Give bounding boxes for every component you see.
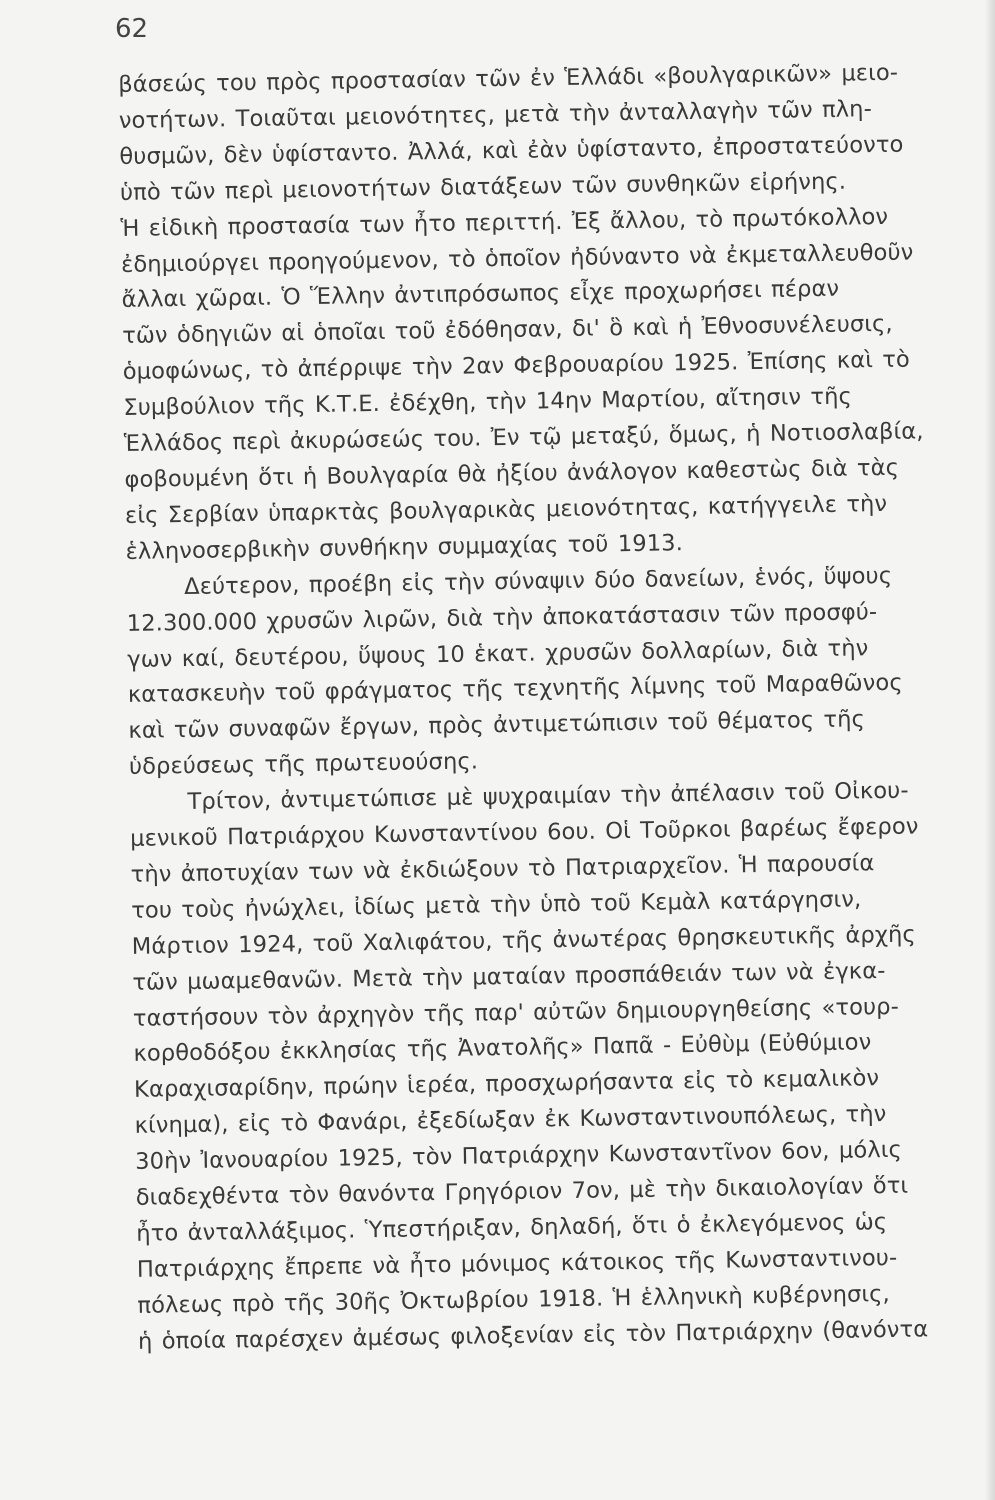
- text-line: Δεύτερον, προέβη εἰς τὴν σύναψιν δύο δανείων, ἑνός, ὕψους: [183, 562, 893, 600]
- text-line: ταστήσουν τὸν ἀρχηγὸν τῆς παρ' αὐτῶν δημιουργηθείσης «τουρ-: [132, 993, 900, 1032]
- text-line: νοτήτων. Τοιαῦται μειονότητες, μετὰ τὴν ἀνταλλαγὴν τῶν πλη-: [118, 96, 873, 134]
- text-line: Ἡ εἰδικὴ προστασία των ἦτο περιττή. Ἐξ ἄλλου, τὸ πρωτόκολλον: [120, 203, 889, 242]
- text-line: ἄλλαι χῶραι. Ὁ Ἕλλην ἀντιπρόσωπος εἶχε προχωρήσει πέραν: [121, 276, 840, 314]
- text-line: βάσεώς του πρὸς προστασίαν τῶν ἐν Ἑλλάδι «βουλγαρικῶν» μειο-: [118, 59, 899, 98]
- text-line: κατασκευὴν τοῦ φράγματος τῆς τεχνητῆς λίμνης τοῦ Μαραθῶνος: [127, 670, 903, 709]
- page-number: 62: [115, 14, 149, 44]
- text-line: 30ὴν Ἰανουαρίου 1925, τὸν Πατριάρχην Κωνσταντῖνον 6ον, μόλις: [134, 1137, 903, 1176]
- text-line: ἐδημιούργει προηγούμενον, τὸ ὁποῖον ἠδύναντο νὰ ἐκμεταλλευθοῦν: [120, 239, 914, 278]
- text-line: φοβουμένη ὅτι ἡ Βουλγαρία θὰ ἠξίου ἀνάλογον καθεστὼς διὰ τὰς: [124, 454, 900, 493]
- text-line: του τοὺς ἠνώχλει, ἰδίως μετὰ τὴν ὑπὸ τοῦ Κεμὰλ κατάργησιν,: [131, 886, 862, 924]
- text-line: ὁμοφώνως, τὸ ἀπέρριψε τὴν 2αν Φεβρουαρίου 1925. Ἐπίσης καὶ τὸ: [122, 346, 911, 386]
- text-line: γων καί, δευτέρου, ὕψους 10 ἑκατ. χρυσῶν δολλαρίων, διὰ τὴν: [127, 634, 869, 673]
- text-line: κίνημα), εἰς τὸ Φανάρι, ἐξεδίωξαν ἐκ Κωνσταντινουπόλεως, τὴν: [134, 1101, 887, 1140]
- text-line: Μάρτιον 1924, τοῦ Χαλιφάτου, τῆς ἀνωτέρας θρησκευτικῆς ἀρχῆς: [131, 921, 917, 960]
- text-line: ὑπὸ τῶν περὶ μειονοτήτων διατάξεων τῶν συνθηκῶν εἰρήνης.: [119, 168, 847, 206]
- text-line: τῶν ὁδηγιῶν αἱ ὁποῖαι τοῦ ἐδόθησαν, δι' ὃ καὶ ἡ Ἐθνοσυνέλευσις,: [122, 311, 893, 350]
- text-line: πόλεως πρὸ τῆς 30ῆς Ὀκτωβρίου 1918. Ἡ ἑλληνικὴ κυβέρνησις,: [137, 1280, 891, 1319]
- text-line: καὶ τῶν συναφῶν ἔργων, πρὸς ἀντιμετώπισιν τοῦ θέματος τῆς: [128, 706, 866, 745]
- text-line: Πατριάρχης ἔπρεπε νὰ ἦτο μόνιμος κάτοικος τῆς Κωνσταντινου-: [136, 1244, 898, 1283]
- text-line: κορθοδόξου ἐκκλησίας τῆς Ἀνατολῆς» Παπᾶ - Εὐθὺμ (Εὐθύμιον: [133, 1029, 872, 1068]
- text-line: εἰς Σερβίαν ὑπαρκτὰς βουλγαρικὰς μειονότητας, κατήγγειλε τὴν: [124, 490, 888, 529]
- text-line: θυσμῶν, δὲν ὑφίσταντο. Ἀλλά, καὶ ἐὰν ὑφίσταντο, ἐπροστατεύοντο: [119, 131, 904, 170]
- text-line: Συμβούλιον τῆς Κ.Τ.Ε. ἐδέχθη, τὴν 14ην Μαρτίου, αἴτησιν τῆς: [123, 383, 853, 422]
- text-line: 12.300.000 χρυσῶν λιρῶν, διὰ τὴν ἀποκατάστασιν τῶν προσφύ-: [126, 598, 878, 637]
- text-line: ἦτο ἀνταλλάξιμος. Ὑπεστήριξαν, δηλαδή, ὅτι ὁ ἐκλεγόμενος ὡς: [136, 1209, 888, 1247]
- text-line: ὑδρεύσεως τῆς πρωτευούσης.: [128, 748, 479, 781]
- text-line: ἡ ὁποία παρέσχεν ἀμέσως φιλοξενίαν εἰς τὸν Πατριάρχην (θανόντα: [137, 1316, 929, 1355]
- text-line: ἑλληνοσερβικὴν συνθήκην συμμαχίας τοῦ 1913.: [125, 529, 684, 565]
- text-line: Ἑλλάδος περὶ ἀκυρώσεώς του. Ἐν τῷ μεταξύ, ὅμως, ἡ Νοτιοσλαβία,: [123, 418, 924, 458]
- text-line: Τρίτον, ἀντιμετώπισε μὲ ψυχραιμίαν τὴν ἀπέλασιν τοῦ Οἰκου-: [187, 777, 909, 816]
- text-line: μενικοῦ Πατριάρχου Κωνσταντίνου 6ου. Οἱ Τοῦρκοι βαρέως ἔφερον: [129, 813, 919, 852]
- body-text: [118, 55, 988, 1361]
- text-line: τὴν ἀποτυχίαν των νὰ ἐκδιώξουν τὸ Πατριαρχεῖον. Ἡ παρουσία: [130, 850, 875, 888]
- page-edge-shadow: [985, 0, 995, 1500]
- text-line: Καραχισαρίδην, πρώην ἱερέα, προσχωρήσαντα εἰς τὸ κεμαλικὸν: [133, 1065, 880, 1104]
- text-line: τῶν μωαμεθανῶν. Μετὰ τὴν ματαίαν προσπάθειάν των νὰ ἐγκα-: [132, 957, 886, 996]
- text-line: διαδεχθέντα τὸν θανόντα Γρηγόριον 7ον, μὲ τὴν δικαιολογίαν ὅτι: [135, 1172, 909, 1211]
